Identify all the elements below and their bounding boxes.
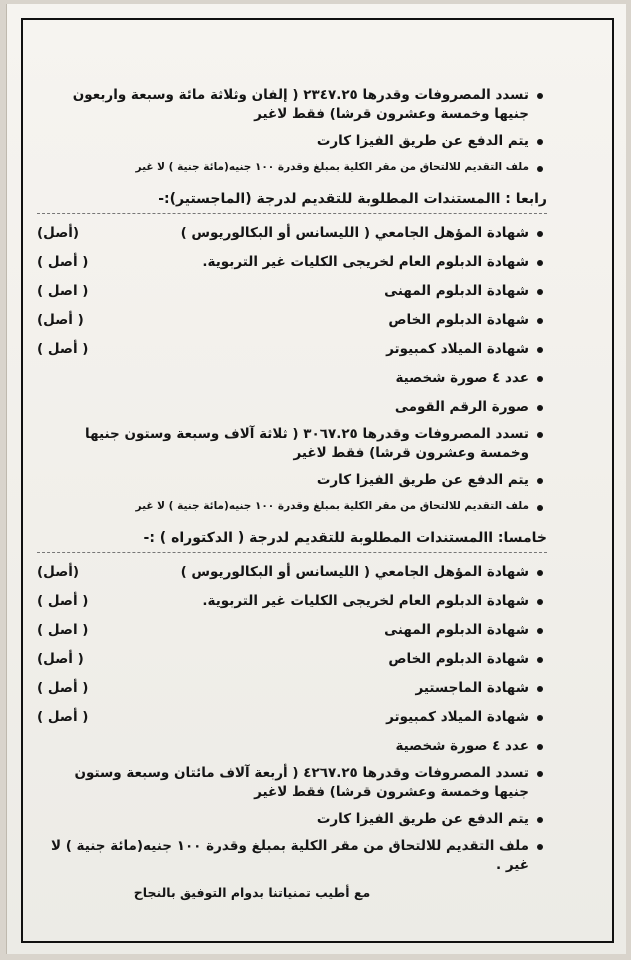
item-text: شهادة الماجستير <box>415 680 529 696</box>
document-body <box>37 78 547 900</box>
list-item <box>37 132 547 151</box>
item-text: ملف التقديم للالتحاق من مقر الكلية بمبلغ وقدرة ١٠٠ جنيه(مائة جنية ) لا غير <box>135 161 529 173</box>
original-copy-badge: ( أصل) <box>37 312 84 328</box>
list-item <box>37 737 547 756</box>
item-text: شهادة المؤهل الجامعي ( الليسانس أو البكالوريوس ) <box>180 564 529 580</box>
list-item <box>37 253 547 272</box>
list-item <box>37 592 547 611</box>
item-text: تسدد المصروفات وقدرها ٢٣٤٧.٢٥ ( إلفان وثلاثة مائة وسبعة واربعون جنيها وخمسة وعشرون قرشا) فقط لاغير <box>72 87 529 122</box>
closing-wish: مع أطيب تمنياتنا بدوام التوفيق بالنجاح <box>133 885 371 900</box>
original-copy-badge: ( أصل ) <box>37 680 89 696</box>
intro-fees-list <box>37 86 547 175</box>
paper-sheet <box>6 4 626 954</box>
item-text: ملف التقديم للالتحاق من مقر الكلية بمبلغ وقدرة ١٠٠ جنيه(مائة جنية ) لا غير . <box>50 838 529 873</box>
masters-fees-list <box>37 425 547 514</box>
list-item <box>37 311 547 330</box>
item-text: يتم الدفع عن طريق الفيزا كارت <box>316 811 529 827</box>
original-copy-badge: ( أصل ) <box>37 709 89 725</box>
item-text: شهادة الميلاد كمبيوتر <box>386 709 529 725</box>
masters-heading: رابعا : االمستندات المطلوبة للتقديم لدرجة (الماجستير):- <box>37 191 547 214</box>
list-item <box>37 764 547 802</box>
item-text: تسدد المصروفات وقدرها ٣٠٦٧.٢٥ ( ثلاثة آلاف وسبعة وستون جنيها وخمسة وعشرون قرشا) فقط لاغير <box>85 426 529 461</box>
list-item <box>37 708 547 727</box>
item-text: شهادة الدبلوم العام لخريجى الكليات غير التربوية. <box>202 254 529 270</box>
list-item <box>37 498 547 514</box>
list-item <box>37 340 547 359</box>
item-text: شهادة الدبلوم الخاص <box>388 312 529 328</box>
item-text: يتم الدفع عن طريق الفيزا كارت <box>316 472 529 488</box>
list-item <box>37 159 547 175</box>
item-text: شهادة الدبلوم المهنى <box>384 283 529 299</box>
original-copy-badge: ( أصل ) <box>37 593 89 609</box>
list-item <box>37 679 547 698</box>
list-item <box>37 398 547 417</box>
original-copy-badge: ( أصل ) <box>37 254 89 270</box>
item-text: ملف التقديم للالتحاق من مقر الكلية بمبلغ وقدرة ١٠٠ جنيه(مائة جنية ) لا غير <box>135 500 529 512</box>
list-item <box>37 282 547 301</box>
list-item <box>37 369 547 388</box>
masters-documents-list <box>37 224 547 417</box>
item-text: عدد ٤ صورة شخصية <box>395 738 529 754</box>
item-text: صورة الرقم القومى <box>394 399 529 415</box>
item-text: شهادة الدبلوم الخاص <box>388 651 529 667</box>
item-text: تسدد المصروفات وقدرها ٤٢٦٧.٢٥ ( أربعة آلاف مائتان وسبعة وستون جنيها وخمسة وعشرون قرشا) فقط لاغير <box>74 765 529 800</box>
list-item <box>37 224 547 243</box>
list-item <box>37 650 547 669</box>
original-copy-badge: ( أصل ) <box>37 341 89 357</box>
doctorate-fees-list <box>37 764 547 875</box>
list-item <box>37 86 547 124</box>
doctorate-documents-list <box>37 563 547 756</box>
list-item <box>37 810 547 829</box>
list-item <box>37 837 547 875</box>
doctorate-heading: خامسا: االمستندات المطلوبة للتقديم لدرجة ( الدكتوراه ) :- <box>37 530 547 553</box>
original-copy-badge: (أصل) <box>37 225 80 241</box>
item-text: شهادة المؤهل الجامعي ( الليسانس أو البكالوريوس ) <box>180 225 529 241</box>
item-text: شهادة الدبلوم المهنى <box>384 622 529 638</box>
list-item <box>37 425 547 463</box>
original-copy-badge: ( اصل ) <box>37 283 89 299</box>
original-copy-badge: ( اصل ) <box>37 622 89 638</box>
item-text: عدد ٤ صورة شخصية <box>395 370 529 386</box>
list-item <box>37 471 547 490</box>
item-text: يتم الدفع عن طريق الفيزا كارت <box>316 133 529 149</box>
original-copy-badge: (أصل) <box>37 564 80 580</box>
item-text: شهادة الميلاد كمبيوتر <box>386 341 529 357</box>
list-item <box>37 621 547 640</box>
original-copy-badge: ( أصل) <box>37 651 84 667</box>
item-text: شهادة الدبلوم العام لخريجى الكليات غير التربوية. <box>202 593 529 609</box>
list-item <box>37 563 547 582</box>
